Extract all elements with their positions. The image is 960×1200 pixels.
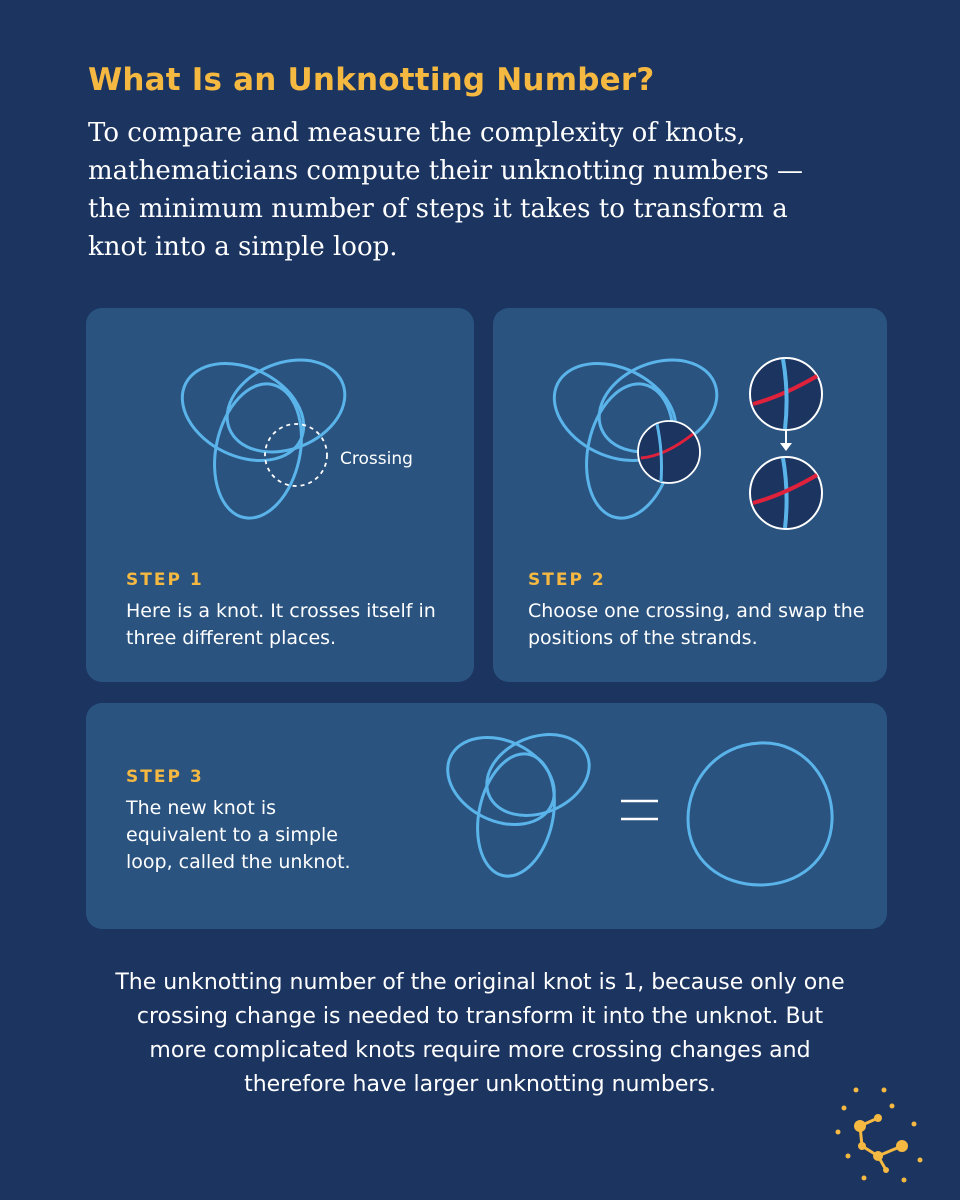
arrow-down-icon bbox=[780, 443, 792, 451]
step-1-text: Here is a knot. It crosses itself in three different places. bbox=[126, 600, 436, 649]
page-title: What Is an Unknotting Number? bbox=[88, 62, 655, 98]
crossing-highlight-circle bbox=[265, 424, 327, 486]
trefoil-knot-diagram bbox=[86, 308, 474, 568]
unknot-equivalence-diagram bbox=[86, 703, 887, 929]
step-2-card bbox=[493, 308, 887, 682]
step-3-card bbox=[86, 703, 887, 929]
quanta-logo-icon bbox=[830, 1080, 940, 1190]
intro-paragraph: To compare and measure the complexity of knots, mathematicians compute their unknotting numbers — the minimum number of steps it takes to transform a knot into a simple loop. bbox=[88, 118, 804, 262]
unknot-loop bbox=[688, 743, 832, 885]
crossing-swap-diagram bbox=[493, 308, 887, 568]
step-2-text: Choose one crossing, and swap the positions of the strands. bbox=[528, 600, 865, 649]
step-1-card bbox=[86, 308, 474, 682]
knot-strand-right-loop bbox=[213, 343, 358, 468]
new-knot-left-loop bbox=[433, 720, 569, 841]
selected-crossing-circle bbox=[638, 421, 700, 483]
crossing-label: Crossing bbox=[340, 449, 413, 469]
conclusion-paragraph: The unknotting number of the original knot is 1, because only one crossing change is needed to transform it into the unknot. But more complicated knots require more crossing changes and therefore have larger unknotting numbers. bbox=[115, 970, 845, 1097]
step-1-label: STEP 1 bbox=[126, 570, 204, 590]
step-2-label: STEP 2 bbox=[528, 570, 606, 590]
step-3-text: The new knot is equivalent to a simple loop, called the unknot. bbox=[126, 797, 351, 873]
step-3-label: STEP 3 bbox=[126, 767, 204, 787]
